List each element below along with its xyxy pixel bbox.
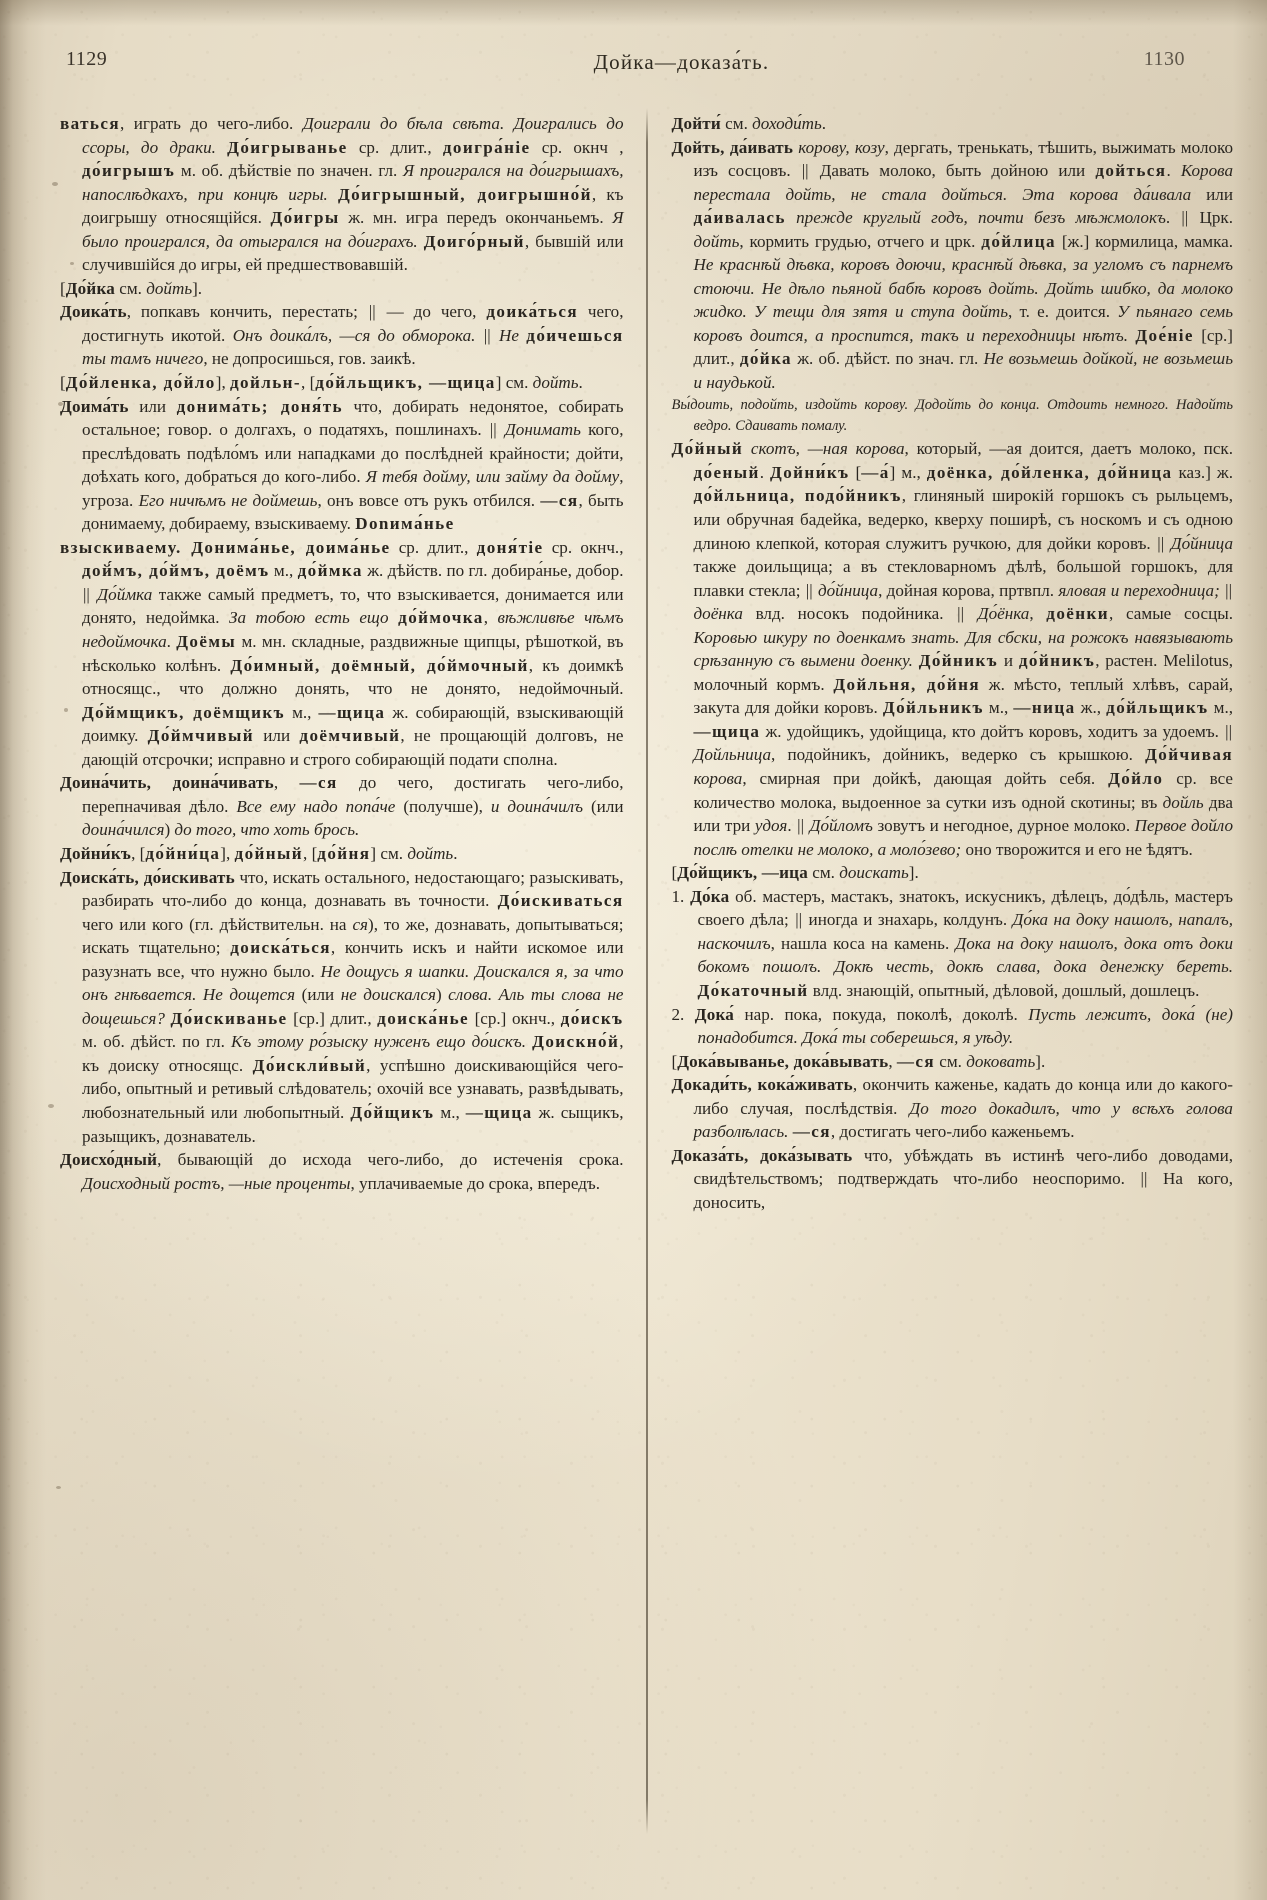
dictionary-entry: 2. Дока́ нар. пока, покуда, поколѣ, доколѣ. Пусть лежитъ, дока́ (не) понадобится. Дока́ ты соберешься, я уѣду. (671, 1004, 1233, 1048)
scan-speckle (48, 1104, 54, 1108)
page-shadow-top (0, 0, 1267, 26)
dictionary-entry: [Дока́выванье, дока́вывать, —ся см. доковать]. (671, 1051, 1046, 1071)
dictionary-entry: Доина́чить, доина́чивать, —ся до чего, достигать чего-либо, перепначивая дѣло. Все ему надо попа́че (получше), и доина́чилъ (или доина́чился) до того, что хоть брось. (60, 773, 624, 840)
dictionary-entry: Доиска́ть, до́искивать что, искать остального, недостающаго; разыскивать, разбирать что-либо до конца, дознавать въ точности. До́искиваться чего или кого (гл. дѣйствительн. на ся), то же, дознавать, допытываться; искать тщательно; доиска́ться, кончить искъ и найти искомое или разузнать все, что нужно было. Не дощусь я шапки. Доискался я, за что онъ гнѣвается. Не дощется (или не доискался) слова. Аль ты слова не дощешься? До́искиванье [ср.] длит., доиска́нье [ср.] окнч., до́искъ м. об. дѣйст. по гл. Къ этому ро́зыску нуженъ ещо до́искъ. Доискно́й, къ доиску относящс. До́искли́вый, успѣшно доискивающійся чего-либо, опытный и ретивый слѣдователь; охочій все узнавать, развѣдывать, любознательный или любопытный. До́йщикъ м., —щица ж. сыщикъ, разыщикъ, дознаватель. (60, 867, 624, 1146)
dictionary-entry: Доказа́ть, дока́зывать что, убѣждать въ истинѣ чего-либо доводами, свидѣтельствомъ; подтверждать что-либо неоспоримо. || На кого, доносить, (671, 1145, 1233, 1212)
dictionary-entry: 1. До́ка об. мастеръ, мастакъ, знатокъ, искусникъ, дѣлецъ, до́дѣль, мастеръ своего дѣла; || иногда и знахарь, колдунъ. До́ка на доку нашолъ, напалъ, наскочилъ, нашла коса на камень. Дока на доку нашолъ, дока отъ доки бокомъ пошолъ. Докѣ честь, докѣ слава, дока денежку береть. До́каточный влд. знающій, опытный, дѣловой, дошлый, дошлецъ. (671, 886, 1234, 1000)
dictionary-entry: Вы́доить, подойть, издойть корову. Додойть до конца. Отдоить немного. Надойть ведро. Сдаивать помалу. (671, 396, 1233, 434)
dictionary-entry: Дойти́ см. доходи́ть. (671, 114, 827, 133)
dictionary-entry: До́йный скотъ, —ная корова, который, —ая доится, даетъ молоко, пск. до́еный. Дойни́къ [—а́] м., доёнка, до́йленка, до́йница каз.] ж. до́йльница, подо́йникъ, глиняный широкій горшокъ съ рыльцемъ, или обручная бадейка, ведерко, кверху поширѣ, съ носкомъ и съ одною длиною клепкой, которая служитъ ручкою, для дойки коровъ. || До́йница также доильщица; а въ стекловарномъ дѣлѣ, большой горшокъ, для плавки стекла; || до́йница, дойная корова, пртвпл. яловая и переходница; || доёнка влд. носокъ подойника. || До́ёнка, доёнки, самые сосцы. Коровью шкуру по доенкамъ знать. Для сбски, на рожокъ навязывають срѣзанную съ вымени доенку. До́йникъ и до́йникъ, растен. Melilotus, молочный кормъ. Дойльня, до́йня ж. мѣсто, теплый хлѣвъ, сарай, закута для дойки коровъ. До́йльникъ м., —ница ж., до́йльщикъ м., —щица ж. удойщикъ, удойщица, кто дойтъ коровъ, ходитъ за удоемъ. || Дойльница, подойникъ, дойникъ, ведерко съ крышкою. До́йчивая корова, смирная при дойкѣ, дающая дойть себя. До́йло ср. все количество молока, выдоенное за сутки изъ одной скотины; въ дойль два или три удоя. || До́йломъ зовутъ и негодное, дурное молоко. Первое дойло послѣ отелки не молоко, а моло́зево; оно творожится и его не ѣдятъ. (671, 439, 1234, 859)
dictionary-entry: Дойни́къ, [до́йни́ца], до́йный, [до́йня] см. дойть. (60, 843, 458, 863)
dictionary-entry: [До́йленка, до́йло], дойльн-, [до́йльщикъ, —щица] см. дойть. (60, 373, 583, 393)
dictionary-entry: Дойть, да́ивать корову, козу, дергать, тренькать, тѣшить, выжимать молоко изъ сосцовъ. || Давать молоко, быть дойною или дойться. Корова перестала дойть, не стала дойться. Эта корова да́ивала или да́ивалась прежде круглый годъ, почти безъ мѣжмолокъ. || Црк. дойть, кормить грудью, отчего и црк. до́йлица [ж.] кормилица, мамка. Не краснѣй дѣвка, коровъ доючи, краснѣй дѣвка, за угломъ съ парнемъ стоючи. Не дѣло пьяной бабѣ коровъ дойть. Дойть шибко, да молоко жидко. У тещи для зятя и ступа дойть, т. е. доится. У пьянаго семь коровъ доится, а проспится, такъ и переходницы нѣтъ. Дое́ніе [ср.] длит., до́йка ж. об. дѣйст. по знач. гл. Не возьмешь дойкой, не возьмешь и наудькой. (671, 137, 1234, 393)
folio-left: 1129 (66, 48, 108, 70)
dictionary-entry: взыскиваему. Донима́нье, доима́нье ср. длит., доня́тie ср. окнч., дой́мъ, до́ймъ, доёмъ м., до́ймка ж. дѣйств. по гл. добира́нье, добор. || До́ймка также самый предметъ, то, что взыскивается, донимается или донято, недоймка. За тобою есть ещо до́ймочка, вѣжливѣе чѣмъ недоймочка. Доёмы м. мн. складные, раздвижные щипцы, рѣшоткой, въ нѣсколько колѣнъ. До́имный, доёмный, до́ймочный, къ доимкѣ относящс., что должно донять, что не донято, недоймочный. До́ймщикъ, доёмщикъ м., —щица ж. собирающій, взыскивающій доимку. До́ймчивый или доёмчивый, не прощающій долговъ, не дающій отсрочки; исправно и строго собирающій подати сполна. (60, 537, 624, 769)
entry-number: 1. (671, 886, 691, 906)
page-header (66, 48, 1227, 82)
dictionary-entry: Докади́ть, кока́живать, окончить каженье, кадать до конца или до какого-либо случая, послѣдствія. До того докадилъ, что у всѣхъ голова разболѣлась. —ся, достигать чего-либо каженьемъ. (671, 1075, 1233, 1142)
running-head: Дойка—доказа́ть. (593, 50, 770, 74)
left-column (60, 112, 646, 1834)
binding-shadow-left (0, 0, 46, 1900)
entry-number: 2. (671, 1004, 695, 1024)
dictionary-entry: ваться, играть до чего-либо. Доиграли до бѣла свѣта. Доигрались до ссоры, до драки. До́игрыванье ср. длит., доигра́ніе ср. окнч , до́игрышъ м. об. дѣйствіе по значен. гл. Я проигрался на до́игрышахъ, напослѣдкахъ, при концѣ игры. До́игрышный, доигрышно́й, къ доигрышу относящійся. До́игры ж. мн. игра передъ окончаньемъ. Я было проигрался, да отыгрался на до́игрaхъ. Доиго́рный, бывшій или случившійся до игры, ей предшествовавшій. (60, 114, 624, 275)
scan-speckle (52, 182, 58, 186)
dictionary-entry: Доима́ть или донима́ть; доня́ть что, добирать недонятое, собирать остальное; говор. о долгахъ, о податяхъ, пошлинахъ. || Донимать кого, преслѣдовать подѣло́мъ или нападками до послѣдней крайности; дойти, доѣхать кого, добраться до кого-либо. Я тебя дойму, или займу да дойму, угроза. Его ничѣмъ не доймешь, онъ вовсе отъ рукъ отбился. —ся, быть донимаему, добираему, взыскиваему. Donима́нье (60, 396, 624, 534)
dictionary-entry: Доисхо́дный, бывающій до исхода чего-либо, до истеченія срока. Доисходный ростъ, —ные проценты, уплачиваемые до срока, впередъ. (60, 1150, 624, 1193)
dictionary-entry: [До́йщикъ, —ица см. доискать]. (671, 863, 919, 883)
dictionary-entry: Доика́ть, попкавъ кончить, перестать; || — до чего, доика́ться чего, достигнуть икотой. Онъ доика́лъ, —ся до обморока. || Не до́ичешься ты тамъ ничего, не допросишься, гов. заикѣ. (60, 302, 624, 369)
folio-right: 1130 (1143, 48, 1185, 70)
page-shadow-right (1233, 0, 1267, 1900)
right-column (648, 112, 1234, 1834)
dictionary-entry: [До́йка см. дойть]. (60, 278, 203, 298)
column-container (60, 112, 1233, 1834)
